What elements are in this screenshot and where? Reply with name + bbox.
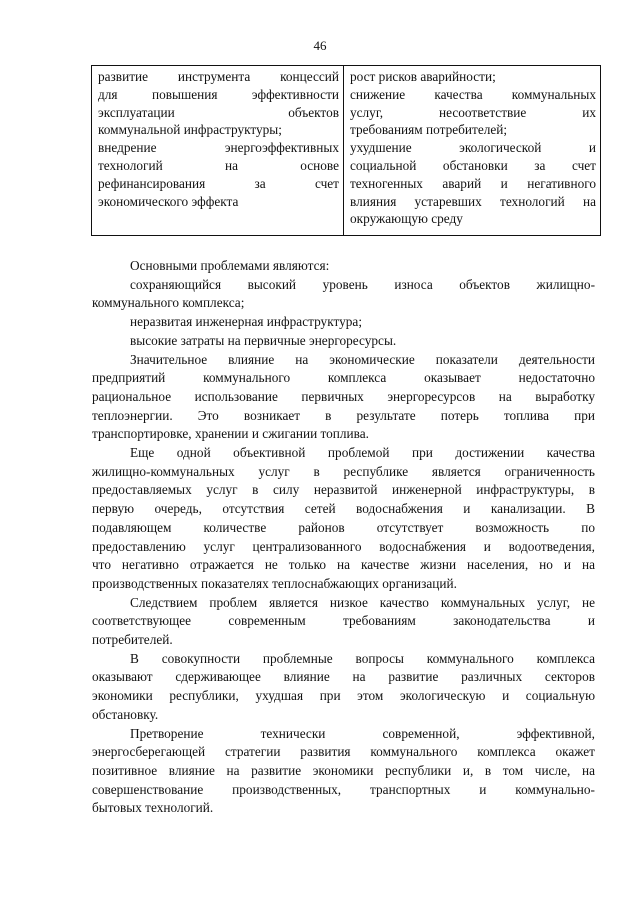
text-line: транспортировке, хранении и сжигании топлива. [92, 426, 370, 442]
table-line: рост рисков аварийности; [350, 69, 496, 84]
text-line: производственных показателях теплоснабжающих организаций. [92, 575, 457, 591]
text-line: Значительное влияние на экономические показатели деятельности [130, 351, 595, 367]
table-line: услуг, несоответствие их [350, 104, 596, 120]
table-line: социальной обстановки за счет [350, 157, 596, 173]
text-line: Претворение технически современной, эффективной, [130, 725, 595, 741]
table-line: техногенных аварий и негативного [350, 175, 596, 191]
text-line: жилищно-коммунальных услуг в республике является ограниченность [92, 463, 595, 479]
text-line: потребителей. [92, 632, 173, 648]
text-line: В совокупности проблемные вопросы коммунального комплекса [130, 650, 595, 666]
text-line: Основными проблемами являются: [130, 258, 330, 273]
table-line: окружающую среду [350, 211, 463, 227]
text-line: теплоэнергии. Это возникает в результате потерь топлива при [92, 407, 595, 423]
text-line: соответствующее современным требованиям законодательства и [92, 613, 595, 629]
text-line: что негативно отражается не только на качестве жизни населения, но и на [92, 557, 595, 573]
text-line: обстановку. [92, 706, 159, 722]
text-line: сохраняющийся высокий уровень износа объектов жилищно- [130, 276, 595, 292]
table-cell-measures [92, 66, 344, 235]
text-line: предоставляемых услуг в силу неразвитой инженерной инфраструктуры, в [92, 482, 595, 498]
text-line: высокие затраты на первичные энергоресурсы. [130, 332, 397, 348]
table-line: снижение качества коммунальных [350, 86, 596, 102]
text-line: Следствием проблем является низкое качество коммунальных услуг, не [130, 594, 595, 610]
text-line: оказывают сдерживающее влияние на развитие различных секторов [92, 669, 595, 685]
text-line: подавляющем количестве районов отсутствует возможность по [92, 519, 595, 535]
text-line: неразвитая инженерная инфраструктура; [130, 314, 363, 330]
table-line: ухудшение экологической и [350, 140, 596, 156]
table-line: эксплуатации объектов [98, 104, 339, 120]
table-line: технологий на основе [98, 157, 339, 173]
text-line: бытовых технологий. [92, 800, 214, 816]
page-number: 46 [313, 38, 327, 53]
table-line: рефинансирования за счет [98, 175, 339, 191]
text-line: Еще одной объективной проблемой при достижении качества [130, 445, 595, 461]
text-line: коммунального комплекса; [92, 295, 245, 311]
comparison-table [91, 65, 601, 236]
table-line: влияния устаревших технологий на [350, 193, 596, 209]
table-line: экономического эффекта [98, 193, 239, 209]
table-line: коммунальной инфраструктуры; [98, 122, 282, 138]
table-line: внедрение энергоэффективных [98, 140, 339, 156]
text-line: совершенствование производственных, транспортных и коммунально- [92, 781, 595, 797]
table-line: развитие инструмента концессий [98, 69, 339, 84]
text-line: энергосберегающей стратегии развития коммунального комплекса окажет [92, 744, 595, 760]
text-line: позитивное влияние на развитие экономики республики и, в том числе, на [92, 762, 595, 778]
text-line: экономики республики, ухудшая при этом экологическую и социальную [92, 688, 595, 704]
table-line: требованиям потребителей; [350, 122, 508, 138]
body-text [92, 257, 595, 818]
text-line: рациональное использование первичных энергоресурсов на выработку [92, 388, 595, 404]
text-line: предприятий коммунального комплекса оказывает недостаточно [92, 370, 595, 386]
table-cell-risks [344, 66, 600, 235]
table-line: для повышения эффективности [98, 86, 339, 102]
text-line: предоставлению услуг централизованного водоснабжения и водоотведения, [92, 538, 595, 554]
text-line: первую очередь, отсутствия сетей водоснабжения и канализации. В [92, 501, 595, 517]
